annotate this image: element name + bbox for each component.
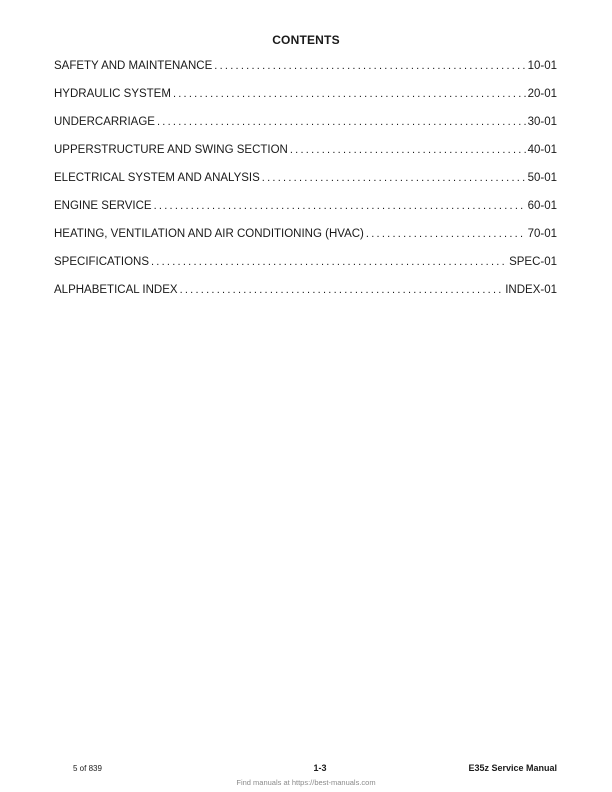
toc-entry-page: SPEC-01 bbox=[509, 256, 557, 268]
toc-entry-electrical-system-and-analysis[interactable] bbox=[54, 172, 557, 200]
page-count: 5 of 839 bbox=[73, 764, 102, 773]
toc-entry-page: 60-01 bbox=[527, 200, 557, 212]
toc-entry-label: SAFETY AND MAINTENANCE bbox=[54, 60, 213, 72]
toc-entry-label: ALPHABETICAL INDEX bbox=[54, 284, 178, 296]
toc-entry-page: 70-01 bbox=[527, 228, 557, 240]
toc-entry-page: INDEX-01 bbox=[505, 284, 557, 296]
page-number: 1-3 bbox=[313, 763, 327, 773]
toc-entry-label: ELECTRICAL SYSTEM AND ANALYSIS bbox=[54, 172, 260, 184]
toc-entry-label: SPECIFICATIONS bbox=[54, 256, 149, 268]
toc-entry-page: 20-01 bbox=[527, 88, 557, 100]
dot-leader bbox=[180, 284, 504, 296]
toc-entry-label: UPPERSTRUCTURE AND SWING SECTION bbox=[54, 144, 288, 156]
dot-leader bbox=[173, 88, 526, 100]
source-link[interactable]: Find manuals at https://best-manuals.com bbox=[236, 778, 376, 787]
toc-entry-page: 10-01 bbox=[527, 60, 557, 72]
toc-entry-page: 30-01 bbox=[527, 116, 557, 128]
toc-entry-hvac[interactable] bbox=[54, 228, 557, 256]
toc-entry-specifications[interactable] bbox=[54, 256, 557, 284]
dot-leader bbox=[151, 256, 507, 268]
dot-leader bbox=[262, 172, 526, 184]
toc-entry-safety-and-maintenance[interactable] bbox=[54, 60, 557, 88]
toc-entry-label: HYDRAULIC SYSTEM bbox=[54, 88, 171, 100]
toc-entry-label: ENGINE SERVICE bbox=[54, 200, 152, 212]
toc-entry-hydraulic-system[interactable] bbox=[54, 88, 557, 116]
page-footer bbox=[0, 762, 612, 776]
page-title: CONTENTS bbox=[272, 33, 340, 47]
toc-entry-upperstructure-and-swing-section[interactable] bbox=[54, 144, 557, 172]
manual-title: E35z Service Manual bbox=[468, 763, 557, 773]
dot-leader bbox=[366, 228, 526, 240]
toc-entry-page: 50-01 bbox=[527, 172, 557, 184]
dot-leader bbox=[214, 60, 525, 72]
toc-entry-label: UNDERCARRIAGE bbox=[54, 116, 155, 128]
table-of-contents bbox=[54, 60, 557, 312]
toc-entry-label: HEATING, VENTILATION AND AIR CONDITIONING (HVAC) bbox=[54, 228, 364, 240]
dot-leader bbox=[154, 200, 526, 212]
dot-leader bbox=[157, 116, 526, 128]
dot-leader bbox=[290, 144, 526, 156]
toc-entry-engine-service[interactable] bbox=[54, 200, 557, 228]
toc-entry-alphabetical-index[interactable] bbox=[54, 284, 557, 312]
toc-entry-undercarriage[interactable] bbox=[54, 116, 557, 144]
toc-entry-page: 40-01 bbox=[527, 144, 557, 156]
